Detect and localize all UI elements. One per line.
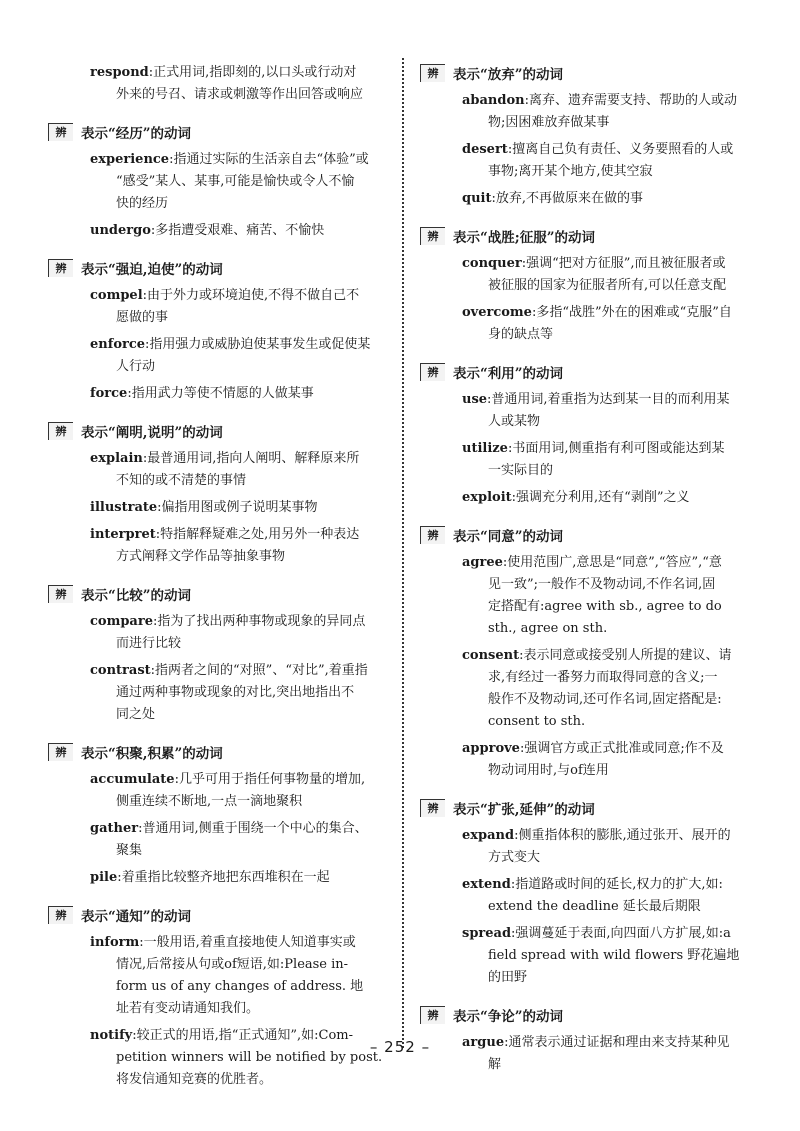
entry-continuation-line [462, 460, 765, 482]
entry-definition-text: :强调充分利用,还有“剥削”之义 [511, 490, 690, 505]
entry-continuation-line [90, 470, 393, 492]
entry-first-line [462, 552, 765, 574]
section-title: 表示“利用”的动词 [453, 366, 564, 382]
section-title: 表示“战胜;征服”的动词 [453, 230, 596, 246]
page-number: – 252 – [369, 1038, 431, 1056]
entry-continuation-line [462, 161, 765, 183]
section-heading [420, 524, 765, 546]
entry-definition-text: field spread with wild flowers 野花遍地 [488, 948, 740, 963]
entry-first-line [462, 738, 765, 760]
vocab-section [420, 524, 765, 782]
entry-continuation-line [462, 711, 765, 733]
entry-definition-text: petition winners will be notified by post. [116, 1050, 383, 1065]
entry-continuation-line [462, 618, 765, 640]
entry-term: consent [462, 648, 520, 663]
vocab-entry-use [462, 389, 765, 433]
entry-definition-text: :放弃,不再做原来在做的事 [491, 191, 644, 206]
vocab-entry-approve [462, 738, 765, 782]
entry-term: overcome [462, 305, 532, 320]
entry-continuation-line [90, 193, 393, 215]
bian-badge-icon: 辨 [48, 906, 73, 924]
entry-continuation-line [462, 967, 765, 989]
bian-badge-icon: 辨 [48, 123, 73, 141]
entry-definition-text: :一般用语,着重直接地使人知道事实或 [139, 935, 356, 950]
vocab-section [48, 420, 393, 568]
vocab-entry-exploit [462, 487, 765, 509]
entry-continuation-line [462, 275, 765, 297]
entry-definition-text: 的田野 [488, 970, 528, 985]
entry-definition-text: :书面用词,侧重指有利可图或能达到某 [507, 441, 725, 456]
entry-continuation-line [462, 945, 765, 967]
entry-definition-text: :指用武力等使不情愿的人做某事 [127, 386, 314, 401]
bian-badge-icon: 辨 [420, 526, 445, 544]
entry-definition-text: 见一致”;一般作不及物动词,不作名词,固 [488, 577, 716, 592]
entry-continuation-line [90, 633, 393, 655]
entry-continuation-line [462, 596, 765, 618]
entry-definition-text: 而进行比较 [116, 636, 182, 651]
entry-continuation-line [462, 574, 765, 596]
entry-continuation-line [462, 689, 765, 711]
section-title: 表示“比较”的动词 [81, 588, 192, 604]
entry-continuation-line [462, 112, 765, 134]
entry-definition-text: :正式用词,指即刻的,以口头或行动对 [148, 65, 357, 80]
vocab-section [48, 904, 393, 1091]
vocab-section [420, 62, 765, 210]
vocab-section [420, 225, 765, 346]
entry-term: exploit [462, 490, 512, 505]
vocab-entry-undergo [90, 220, 393, 242]
entry-term: undergo [90, 223, 151, 238]
entry-definition-text: :使用范围广,意思是“同意”,“答应”,“意 [502, 555, 722, 570]
bian-badge-icon: 辨 [420, 363, 445, 381]
bian-badge-icon: 辨 [420, 227, 445, 245]
vocab-entry-accumulate [90, 769, 393, 813]
entry-definition-text: :指通过实际的生活亲自去“体验”或 [169, 152, 369, 167]
entry-definition-text: “感受”某人、某事,可能是愉快或令人不愉 [116, 174, 355, 189]
entry-definition-text: 被征服的国家为征服者所有,可以任意支配 [488, 278, 727, 293]
vocab-entry-explain [90, 448, 393, 492]
entry-definition-text: :最普通用词,指向人阐明、解释原来所 [142, 451, 360, 466]
entry-definition-text: 定搭配有:agree with sb., agree to do [488, 599, 722, 614]
entry-continuation-line [90, 84, 393, 106]
entry-definition-text: :多指遭受艰难、痛苦、不愉快 [150, 223, 325, 238]
section-heading [420, 361, 765, 383]
entry-continuation-line [90, 704, 393, 726]
entry-term: compel [90, 288, 143, 303]
vocab-entry-gather [90, 818, 393, 862]
entry-definition-text: :多指“战胜”外在的困难或“克服”自 [531, 305, 732, 320]
section-heading [48, 257, 393, 279]
vocab-section [48, 741, 393, 889]
entry-continuation-line [462, 847, 765, 869]
section-title: 表示“积聚,积累”的动词 [81, 746, 223, 762]
entry-definition-text: :较正式的用语,指“正式通知”,如:Com- [132, 1028, 354, 1043]
lead-continuation [48, 62, 393, 106]
entry-term: experience [90, 152, 170, 167]
entry-first-line [90, 497, 393, 519]
section-heading [48, 420, 393, 442]
entry-term: force [90, 386, 128, 401]
entry-term: respond [90, 65, 149, 80]
bian-badge-icon: 辨 [420, 799, 445, 817]
entry-term: compare [90, 614, 153, 629]
entry-continuation-line [90, 791, 393, 813]
entry-term: enforce [90, 337, 146, 352]
entry-definition-text: :普通用词,侧重于围绕一个中心的集合、 [138, 821, 368, 836]
entry-first-line [90, 448, 393, 470]
entry-definition-text: :指用强力或威胁迫使某事发生或促使某 [145, 337, 371, 352]
entry-term: use [462, 392, 488, 407]
entry-continuation-line [90, 1069, 393, 1091]
section-title: 表示“阐明,说明”的动词 [81, 425, 223, 441]
entry-definition-text: 求,有经过一番努力而取得同意的含义;一 [488, 670, 718, 685]
bian-badge-icon: 辨 [420, 64, 445, 82]
vocab-entry-desert [462, 139, 765, 183]
section-heading [48, 904, 393, 926]
entry-term: conquer [462, 256, 522, 271]
entry-first-line [462, 645, 765, 667]
entry-term: gather [90, 821, 139, 836]
entry-definition-text: :特指解释疑难之处,用另外一种表达 [155, 527, 360, 542]
entry-definition-text: :擅离自己负有责任、义务要照看的人或 [507, 142, 734, 157]
vocab-entry-compel [90, 285, 393, 329]
vocab-entry-quit [462, 188, 765, 210]
vocab-entry-interpret [90, 524, 393, 568]
entry-first-line [90, 524, 393, 546]
entry-term: expand [462, 828, 515, 843]
vocab-entry-conquer [462, 253, 765, 297]
entry-first-line [90, 769, 393, 791]
vocab-entry-notify [90, 1025, 393, 1091]
bian-badge-icon: 辨 [48, 422, 73, 440]
entry-definition-text: 不知的或不清楚的事情 [116, 473, 247, 488]
vocab-entry-inform [90, 932, 393, 1020]
right-column [420, 62, 765, 1091]
entry-definition-text: 通过两种事物或现象的对比,突出地指出不 [116, 685, 355, 700]
section-heading [48, 583, 393, 605]
vocab-entry-enforce [90, 334, 393, 378]
entry-first-line [462, 487, 765, 509]
entry-first-line [462, 90, 765, 112]
entry-definition-text: :强调“把对方征服”,而且被征服者或 [521, 256, 726, 271]
vocab-entry-illustrate [90, 497, 393, 519]
entry-first-line [462, 253, 765, 275]
entry-definition-text: 侧重连续不断地,一点一滴地聚积 [116, 794, 303, 809]
entry-definition-text: :普通用词,着重指为达到某一目的而利用某 [487, 392, 730, 407]
entry-term: quit [462, 191, 492, 206]
entry-continuation-line [90, 356, 393, 378]
entry-definition-text: 愿做的事 [116, 310, 169, 325]
vocab-entry-spread [462, 923, 765, 989]
entry-definition-text: :离弃、遗弃需要支持、帮助的人或动 [524, 93, 737, 108]
entry-first-line [90, 62, 393, 84]
entry-continuation-line [462, 760, 765, 782]
entry-continuation-line [90, 998, 393, 1020]
section-title: 表示“同意”的动词 [453, 529, 564, 545]
entry-definition-text: :通常表示通过证据和理由来支持某种见 [504, 1035, 730, 1050]
entry-first-line [90, 383, 393, 405]
entry-definition-text: 址若有变动请通知我们。 [116, 1001, 260, 1016]
entry-definition-text: sth., agree on sth. [488, 621, 608, 636]
entry-first-line [462, 438, 765, 460]
vocab-entry-experience [90, 149, 393, 215]
entry-continuation-line [90, 682, 393, 704]
section-heading [420, 797, 765, 819]
entry-first-line [90, 818, 393, 840]
section-title: 表示“经历”的动词 [81, 126, 192, 142]
entry-definition-text: :由于外力或环境迫使,不得不做自己不 [142, 288, 360, 303]
vocab-entry-utilize [462, 438, 765, 482]
vocab-section [48, 121, 393, 242]
entry-continuation-line [90, 546, 393, 568]
vocab-entry-consent [462, 645, 765, 733]
entry-term: contrast [90, 663, 151, 678]
entry-definition-text: 事物;离开某个地方,使其空寂 [488, 164, 653, 179]
entry-term: approve [462, 741, 520, 756]
vocab-entry-agree [462, 552, 765, 640]
entry-definition-text: :指道路或时间的延长,权力的扩大,如: [510, 877, 723, 892]
entry-continuation-line [90, 954, 393, 976]
section-heading [420, 1004, 765, 1026]
entry-first-line [462, 302, 765, 324]
entry-first-line [462, 923, 765, 945]
vocab-entry-respond [90, 62, 393, 106]
entry-definition-text: 聚集 [116, 843, 143, 858]
vocab-entry-force [90, 383, 393, 405]
entry-continuation-line [462, 324, 765, 346]
entry-definition-text: 一实际目的 [488, 463, 554, 478]
section-title: 表示“扩张,延伸”的动词 [453, 802, 595, 818]
entry-first-line [90, 149, 393, 171]
entry-first-line [462, 139, 765, 161]
entry-first-line [462, 188, 765, 210]
section-title: 表示“通知”的动词 [81, 909, 192, 925]
section-title: 表示“放弃”的动词 [453, 67, 564, 83]
bian-badge-icon: 辨 [48, 259, 73, 277]
entry-definition-text: :着重指比较整齐地把东西堆积在一起 [117, 870, 330, 885]
entry-definition-text: :指为了找出两种事物或现象的异同点 [152, 614, 366, 629]
entry-definition-text: 解 [488, 1057, 502, 1072]
entry-term: inform [90, 935, 140, 950]
entry-first-line [90, 285, 393, 307]
entry-continuation-line [90, 840, 393, 862]
entry-first-line [90, 334, 393, 356]
vocab-section [420, 361, 765, 509]
entry-term: notify [90, 1028, 133, 1043]
entry-first-line [90, 611, 393, 633]
vocab-entry-overcome [462, 302, 765, 346]
vocab-section [48, 583, 393, 726]
entry-first-line [462, 874, 765, 896]
entry-definition-text: :偏指用图或例子说明某事物 [157, 500, 318, 515]
entry-definition-text: :表示同意或接受别人所提的建议、请 [519, 648, 732, 663]
entry-definition-text: :几乎可用于指任何事物量的增加, [174, 772, 366, 787]
entry-term: extend [462, 877, 511, 892]
entry-definition-text: :强调官方或正式批准或同意;作不及 [519, 741, 724, 756]
entry-definition-text: :侧重指体积的膨胀,通过张开、展开的 [514, 828, 731, 843]
entry-term: accumulate [90, 772, 175, 787]
entry-first-line [90, 220, 393, 242]
entry-definition-text: 物;因困难放弃做某事 [488, 115, 610, 130]
entry-definition-text: 方式变大 [488, 850, 541, 865]
vocab-entry-extend [462, 874, 765, 918]
entry-continuation-line [462, 667, 765, 689]
entry-term: utilize [462, 441, 508, 456]
vocab-entry-expand [462, 825, 765, 869]
entry-first-line [90, 932, 393, 954]
vocab-entry-contrast [90, 660, 393, 726]
entry-term: illustrate [90, 500, 158, 515]
entry-term: interpret [90, 527, 156, 542]
entry-definition-text: 将发信通知竞赛的优胜者。 [116, 1072, 273, 1087]
bian-badge-icon: 辨 [420, 1006, 445, 1024]
entry-definition-text: 般作不及物动词,还可作名词,固定搭配是: [488, 692, 722, 707]
entry-term: argue [462, 1035, 505, 1050]
section-heading [420, 62, 765, 84]
entry-definition-text: 快的经历 [116, 196, 169, 211]
section-heading [48, 741, 393, 763]
entry-continuation-line [462, 896, 765, 918]
entry-continuation-line [462, 411, 765, 433]
vocab-entry-abandon [462, 90, 765, 134]
entry-first-line [90, 660, 393, 682]
entry-definition-text: 方式阐释文学作品等抽象事物 [116, 549, 286, 564]
vocab-entry-compare [90, 611, 393, 655]
entry-continuation-line [90, 171, 393, 193]
section-heading [420, 225, 765, 247]
entry-term: pile [90, 870, 118, 885]
section-title: 表示“强迫,迫使”的动词 [81, 262, 223, 278]
entry-term: spread [462, 926, 512, 941]
entry-definition-text: 物动词用时,与of连用 [488, 763, 609, 778]
entry-definition-text: 人或某物 [488, 414, 541, 429]
entry-definition-text: 身的缺点等 [488, 327, 554, 342]
entry-definition-text: :强调蔓延于表面,向四面八方扩展,如:a [511, 926, 731, 941]
entry-continuation-line [90, 307, 393, 329]
left-column [48, 62, 393, 1106]
entry-term: agree [462, 555, 503, 570]
bian-badge-icon: 辨 [48, 743, 73, 761]
vocab-entry-pile [90, 867, 393, 889]
entry-definition-text: 情况,后常接从句或of短语,如:Please in- [116, 957, 349, 972]
entry-definition-text: 同之处 [116, 707, 156, 722]
entry-first-line [90, 867, 393, 889]
entry-continuation-line [90, 976, 393, 998]
vocab-section [420, 797, 765, 989]
entry-definition-text: 人行动 [116, 359, 156, 374]
entry-definition-text: consent to sth. [488, 714, 586, 729]
entry-term: desert [462, 142, 508, 157]
entry-first-line [462, 825, 765, 847]
entry-term: explain [90, 451, 143, 466]
entry-first-line [462, 389, 765, 411]
entry-definition-text: form us of any changes of address. 地 [116, 979, 364, 994]
entry-continuation-line [462, 1054, 765, 1076]
entry-definition-text: :指两者之间的“对照”、“对比”,着重指 [150, 663, 368, 678]
section-heading [48, 121, 393, 143]
vocab-section [48, 257, 393, 405]
entry-definition-text: extend the deadline 延长最后期限 [488, 899, 701, 914]
entry-definition-text: 外来的号召、请求或刺激等作出回答或响应 [116, 87, 364, 102]
section-title: 表示“争论”的动词 [453, 1009, 564, 1025]
bian-badge-icon: 辨 [48, 585, 73, 603]
column-divider [402, 58, 404, 1048]
entry-term: abandon [462, 93, 525, 108]
